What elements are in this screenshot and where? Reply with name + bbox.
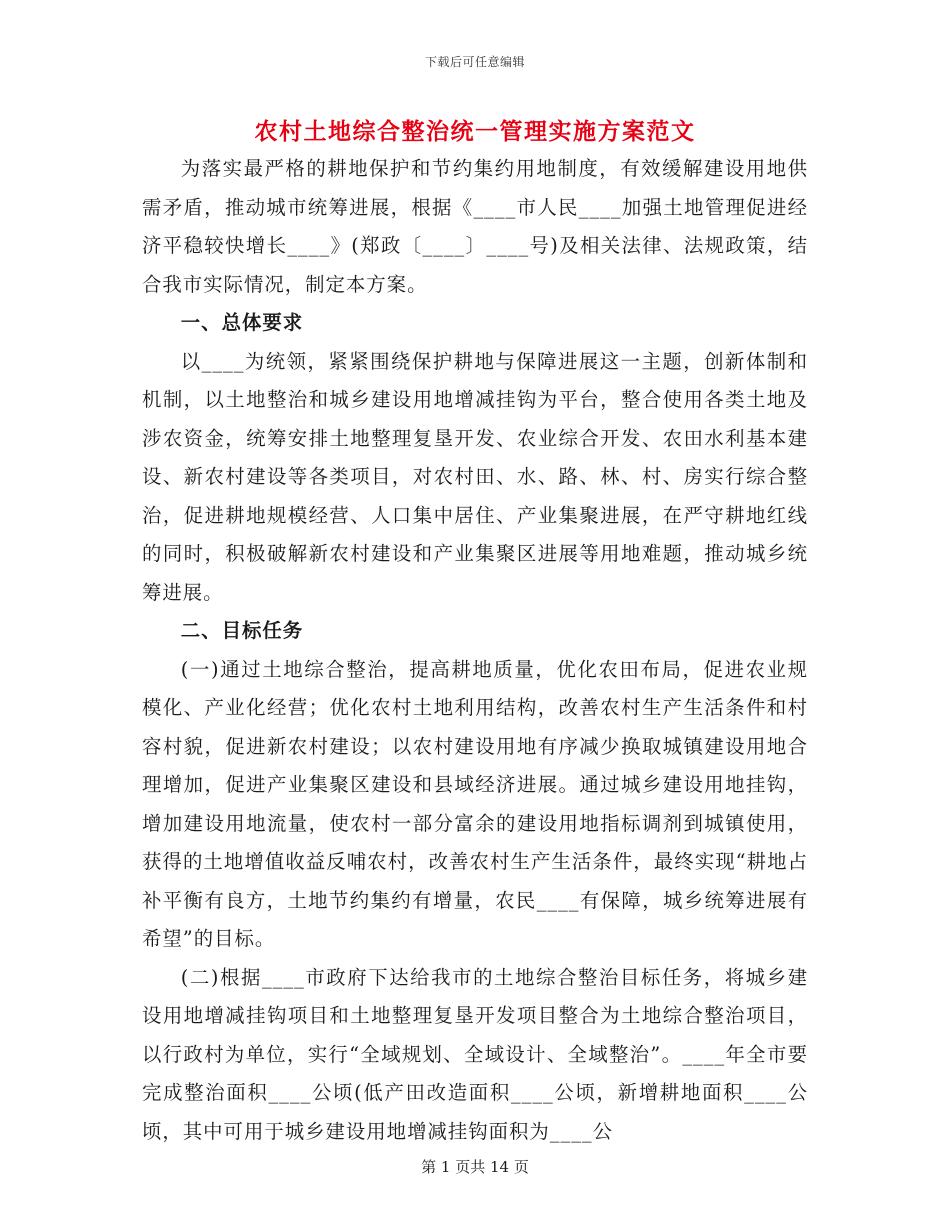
header-note: 下载后可任意编辑 — [424, 55, 525, 69]
goals-paragraph-2: (二)根据____市政府下达给我市的土地综合整治目标任务，将城乡建设用地增减挂钩项目和土地整理复垦开发项目整合为土地综合整治项目，以行政村为单位，实行“全域规划、全域设计、全域整治”。____年全市要完成整治面积____公顷(低产田改造面积____公顷，新增耕地面积____公顷，其中可用于城乡建设用地增减挂钩面积为____公 — [142, 965, 808, 1143]
document-title: 农村土地综合整治统一管理实施方案范文 — [254, 118, 696, 145]
goals-paragraph-1: (一)通过土地综合整治，提高耕地质量，优化农田布局，促进农业规模化、产业化经营；优化农村土地利用结构，改善农村生产生活条件和村容村貌，促进新农村建设；以农村建设用地有序减少换取城镇建设用地合理增加，促进产业集聚区建设和县域经济进展。通过城乡建设用地挂钩，增加建设用地流量，使农村一部分富余的建设用地指标调剂到城镇使用，获得的土地增值收益反哺农村，改善农村生产生活条件，最终实现“耕地占补平衡有良方，土地节约集约有增量，农民____有保障，城乡统筹进展有希望”的目标。 — [142, 657, 808, 950]
section-heading-goals-tasks: 二、目标任务 — [180, 619, 304, 642]
page-footer: 第 1 页共 14 页 — [421, 1158, 529, 1176]
section-heading-general-requirements: 一、总体要求 — [180, 311, 304, 334]
document-body — [142, 150, 808, 1151]
intro-paragraph: 为落实最严格的耕地保护和节约集约用地制度，有效缓解建设用地供需矛盾，推动城市统筹进展，根据《____市人民____加强土地管理促进经济平稳较快增长____》(郑政〔____〕____号)及相关法律、法规政策，结合我市实际情况，制定本方案。 — [142, 157, 808, 296]
general-requirements-paragraph: 以____为统领，紧紧围绕保护耕地与保障进展这一主题，创新体制和机制，以土地整治和城乡建设用地增减挂钩为平台，整合使用各类土地及涉农资金，统筹安排土地整理复垦开发、农业综合开发、农田水利基本建设、新农村建设等各类项目，对农村田、水、路、林、村、房实行综合整治，促进耕地规模经营、人口集中居住、产业集聚进展，在严守耕地红线的同时，积极破解新农村建设和产业集聚区进展等用地难题，推动城乡统筹进展。 — [142, 349, 808, 604]
